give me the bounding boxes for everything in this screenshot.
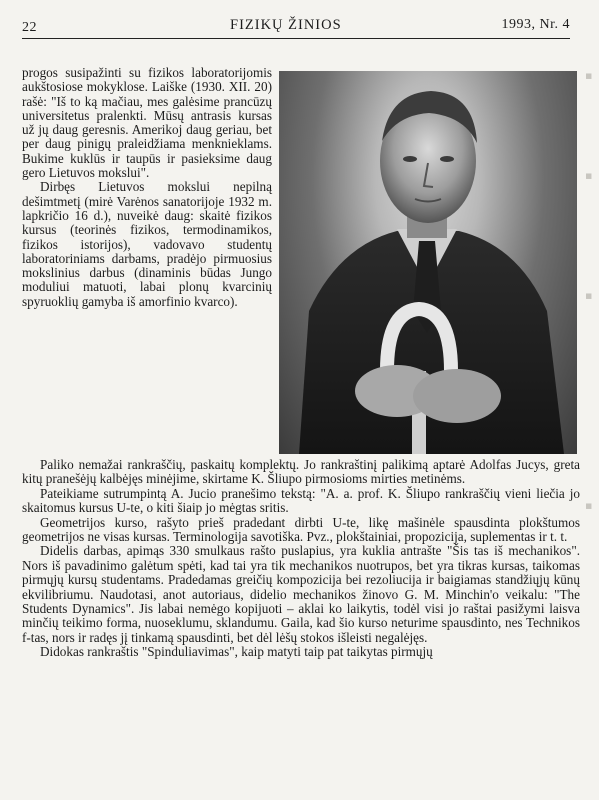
paragraph-4: Pateikiame sutrumpintą A. Jucio pranešimo tekstą: "A. a. prof. K. Šliupo rankraščių vieni liečia jo skaitomus kursus U-te, o kiti šiaip jo mėgtas sritis.: [22, 485, 580, 516]
paragraph-2: Dirbęs Lietuvos mokslui nepilną dešimtmetį (mirė Varėnos sanatorijoje 1932 m. lapkričio 16 d.), nuveikė daug: skaitė fizikos kursus (teorinės fizikos, termodinamikos, fizikos istorijos), vadovavo studentų laboratoriniams darbams, pradėjo pirmuosius mokslinius darbus (dinaminis būdas Jungo moduliui matuoti, labai plonų kvarcinių spyruoklių gamyba iš amorfinio kvarco).: [22, 179, 272, 309]
left-text-column: [22, 66, 272, 309]
page-number: 22: [22, 20, 37, 35]
bleed-through-mark: ▪: [585, 499, 593, 512]
paragraph-7: Didokas rankraštis "Spinduliavimas", kaip matyti taip pat taikytas pirmųjų: [40, 644, 433, 660]
paragraph-3: Paliko nemažai rankraščių, paskaitų komplektų. Jo rankraštinį palikimą aptarė Adolfas Jucys, greta kitų pranešėjų kalbėjęs minėjime, skirtame K. Šliupo pirmosioms mirties metinėms.: [22, 457, 580, 487]
page-header: [22, 16, 570, 39]
body-text: [22, 458, 580, 660]
paragraph-1: progos susipažinti su fizikos laboratorijomis aukštosiose mokyklose. Laiške (1930. XII. 20) rašė: "Iš to ką mačiau, mes galėsime prancūzų universitetus pralenkti. Mūsų antrasis kursas už jų daug geresnis. Amerikoj daug geriau, bet per daug pinigų praleidžiama menknieklams. Bukime kuklūs ir taupūs ir pasieksime daug gero Lietuvos mokslui".: [22, 65, 272, 181]
issue-number: 1993, Nr. 4: [501, 17, 570, 32]
bleed-through-mark: ▪: [585, 289, 593, 302]
portrait-illustration: [279, 71, 577, 454]
journal-title: FIZIKŲ ŽINIOS: [230, 17, 342, 33]
paragraph-5: Geometrijos kurso, rašyto prieš pradedant dirbti U-te, likę mašinėle spausdinta plokštumos geometrijos ne visas kursas. Terminologija savotiška. Pvz., plokštainiai, propozicija, suplementas ir t. t.: [22, 514, 580, 545]
bleed-through-mark: ▪: [585, 169, 593, 182]
paragraph-6: Didelis darbas, apimąs 330 smulkaus rašto puslapius, yra kuklia antrašte "Šis tas iš mechanikos". Nors iš pavadinimo galėtum spėti, kad tai yra tik mechanikos nuotrupos, bet yra tikras kursas, taikomas pirmųjų kursų studentams. Pradedamas greičių kompozicija bei rezoliucija ir baigiamas standžiųjų kūnų ekvilibriumu. Naudotasi, anot autoriaus, didelio mechanikos žinovo G. M. Minchin'o veikalu: "The Students Dynamics". Jis labai nemėgo kopijuoti – aklai ko laikytis, todėl visi jo raštai pasižymi laisva minčių teikimo forma, nuoseklumu, sklandumu. Gaila, kad šio kurso neturime spausdinto, nes Technikos f-tas, nors ir radęs jį tinkamą spausdinti, bet dėl lėšų stokos išleisti negalėjęs.: [22, 543, 580, 645]
bleed-through-mark: ▪: [585, 69, 593, 82]
portrait-photo: [279, 71, 577, 454]
